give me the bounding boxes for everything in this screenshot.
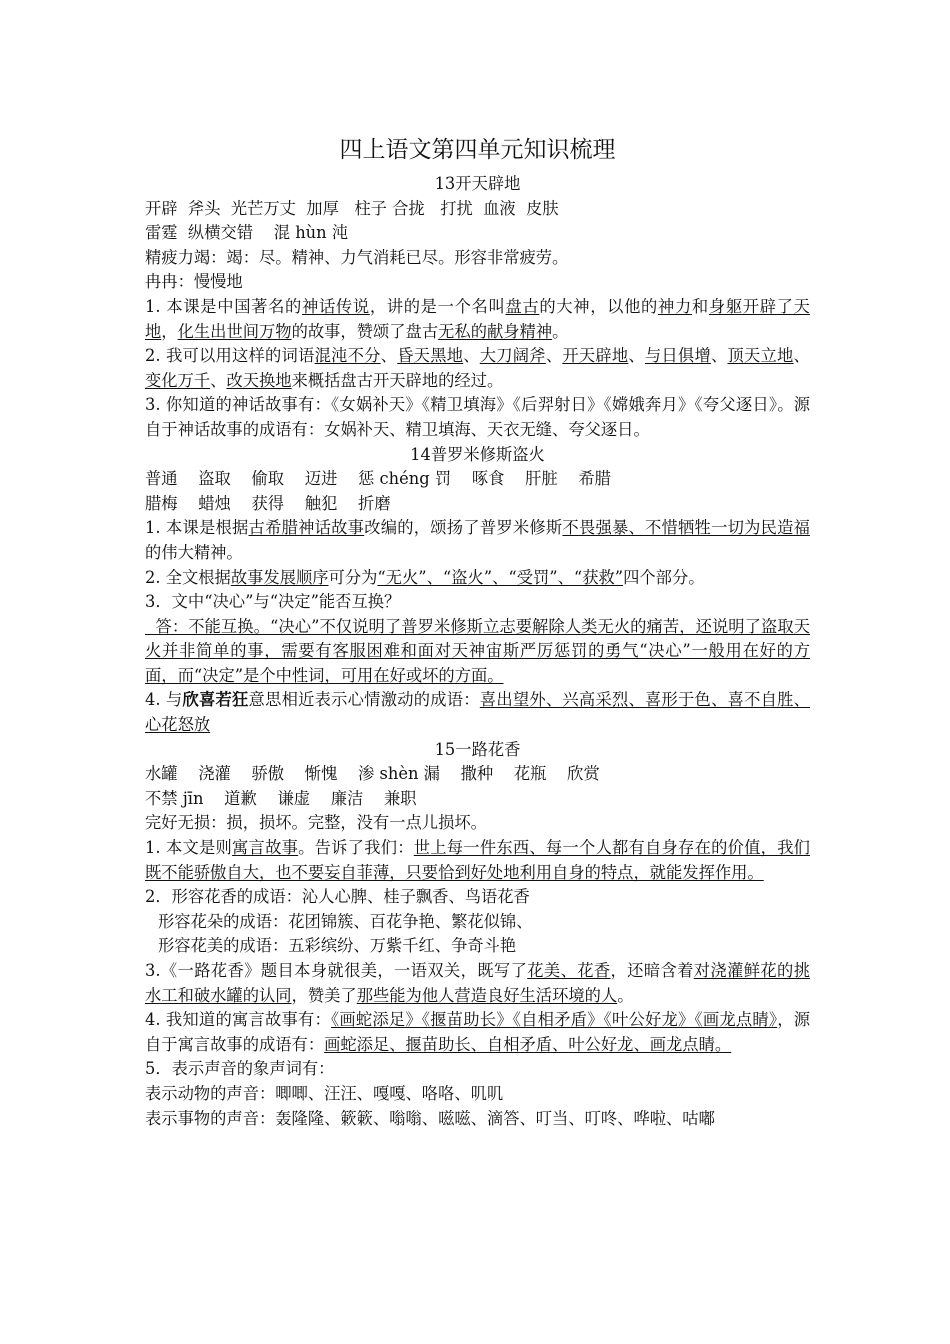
definition: 精疲力竭：竭：尽。精神、力气消耗已尽。形容非常疲劳。: [145, 247, 569, 267]
definition: 冉冉：慢慢地: [145, 272, 243, 292]
document-page: [145, 130, 810, 1131]
question: 3．文中“决心”与“决定”能否互换？: [145, 592, 401, 612]
vocab-line: 腊梅 蜡烛 获得 触犯 折磨: [145, 493, 391, 513]
lesson-14-heading: 14普罗米修斯盗火: [410, 444, 545, 464]
vocab-line: 雷霆 纵横交错 混 hùn 沌: [145, 223, 349, 243]
page-title: 四上语文第四单元知识梳理: [339, 137, 616, 163]
paragraph: 4. 与欣喜若狂意思相近表示心情激动的成语：喜出望外、兴高采烈、喜形于色、喜不自胜、心花怒放: [145, 690, 810, 735]
idiom-list: 2．形容花香的成语：沁人心脾、桂子飘香、鸟语花香: [145, 887, 530, 907]
lesson-15-heading: 15一路花香: [434, 739, 521, 759]
definition: 完好无损：损，损坏。完整，没有一点儿损坏。: [145, 813, 487, 833]
idiom-list: 形容花美的成语：五彩缤纷、万紫千红、争奇斗艳: [158, 936, 517, 956]
paragraph: 3. 你知道的神话故事有：《女娲补天》《精卫填海》《后羿射日》《嫦娥奔月》《夸父逐日》。源自于神话故事的成语有：女娲补天、精卫填海、天衣无缝、夸父逐日。: [145, 395, 810, 439]
paragraph: 1. 本文是则寓言故事。告诉了我们：世上每一件东西、每一个人都有自身存在的价值，我们既不能骄傲自大，也不要妄自菲薄，只要恰到好处地利用自身的特点，就能发挥作用。: [145, 838, 810, 882]
vocab-line: 水罐 浇灌 骄傲 惭愧 渗 shèn 漏 撒种 花瓶 欣赏: [145, 764, 600, 784]
idiom-list: 形容花朵的成语：花团锦簇、百花争艳、繁花似锦、: [158, 911, 533, 931]
vocab-line: 不禁 jīn 道歉 谦虚 廉洁 兼职: [145, 788, 417, 808]
onomatopoeia-list: 表示事物的声音：轰隆隆、簌簌、嗡嗡、嗞嗞、滴答、叮当、叮咚、哗啦、咕嘟: [145, 1108, 715, 1128]
paragraph: 1. 本课是根据古希腊神话故事改编的，颂扬了普罗米修斯不畏强暴、不惜牺牲一切为民造福的伟大精神。: [145, 518, 810, 562]
onomatopoeia-list: 表示动物的声音：唧唧、汪汪、嘎嘎、咯咯、叽叽: [145, 1083, 504, 1103]
paragraph: 2. 我可以用这样的词语混沌不分、昏天黑地、大刀阔斧、开天辟地、与日俱增、顶天立地、变化万千、改天换地来概括盘古开天辟地的经过。: [145, 346, 810, 390]
paragraph: 2. 全文根据故事发展顺序可分为“无火”、“盗火”、“受罚”、“获救”四个部分。: [145, 567, 705, 587]
paragraph: 4. 我知道的寓言故事有：《画蛇添足》《揠苗助长》《自相矛盾》《叶公好龙》《画龙点睛》，源自于寓言故事的成语有：画蛇添足、揠苗助长、自相矛盾、叶公好龙、画龙点睛。: [145, 1010, 810, 1054]
paragraph: 1. 本课是中国著名的神话传说，讲的是一个名叫盘古的大神，以他的神力和身躯开辟了天地，化生出世间万物的故事，赞颂了盘古无私的献身精神。: [145, 296, 810, 341]
section-line: 5．表示声音的象声词有：: [145, 1059, 335, 1079]
answer: 答：不能互换。“决心”不仅说明了普罗米修斯立志要解除人类无火的痛苦，还说明了盗取天火并非简单的事，需要有客服困难和面对天神宙斯严厉惩罚的勇气“决心”一般用在好的方面，而“决定”是个中性词，可用在好或坏的方面。: [145, 616, 810, 685]
vocab-line: 开辟 斧头 光芒万丈 加厚 柱子 合拢 打扰 血液 皮肤: [145, 198, 559, 218]
paragraph: 3.《一路花香》题目本身就很美，一语双关，既写了花美、花香，还暗含着对浇灌鲜花的挑水工和破水罐的认同，赞美了那些能为他人营造良好生活环境的人。: [145, 961, 810, 1005]
lesson-13-heading: 13开天辟地: [434, 174, 521, 193]
vocab-line: 普通 盗取 偷取 迈进 惩 chéng 罚 啄食 肝脏 希腊: [145, 469, 611, 489]
